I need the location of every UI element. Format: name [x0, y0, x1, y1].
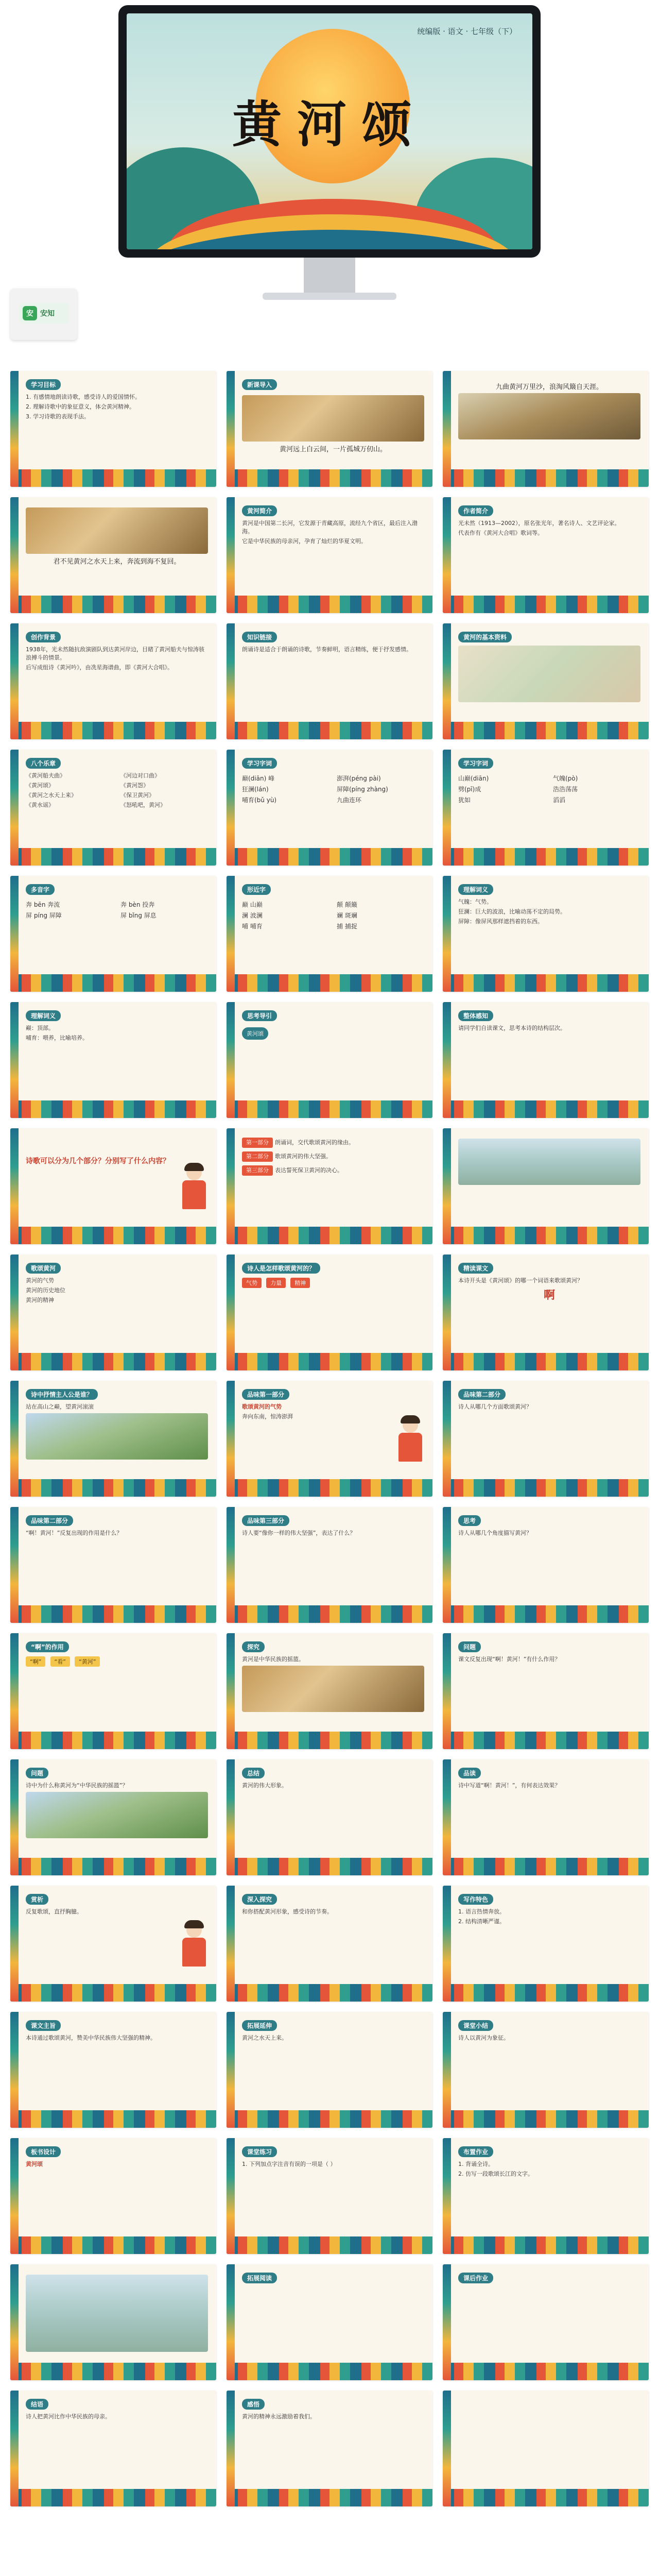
- slide-heading: 多音字: [26, 884, 55, 895]
- slide-board: [10, 2138, 216, 2254]
- word-item: 狂澜(lán): [242, 786, 269, 793]
- slide-line: 黄河之水天上来。: [242, 2035, 287, 2041]
- slide-heading: 歌颂黄河: [26, 1263, 61, 1274]
- monitor-base: [263, 293, 396, 300]
- slide-praise: [10, 1255, 216, 1370]
- slide-line: 《黄河颂》: [26, 782, 54, 789]
- slide-heading: 思考: [458, 1515, 481, 1526]
- slide-line: 巅：顶部。: [26, 1025, 54, 1031]
- slide-heading: 黄河的基本资料: [458, 632, 512, 642]
- slide-line: 《黄河之水天上来》: [26, 792, 77, 799]
- slide-heading: 总结: [242, 1768, 265, 1778]
- cover-title: 黄河颂: [232, 95, 427, 154]
- poem-caption: 九曲黄河万里沙，浪淘风簸自天涯。: [495, 383, 603, 391]
- slide-line: 诗人把黄河比作中华民族的母亲。: [26, 2413, 111, 2420]
- slide-heading: 品味第二部分: [26, 1515, 73, 1526]
- slide-analysis: [10, 1886, 216, 2002]
- word-item: 巅 山巅: [242, 901, 263, 908]
- mindmap-center: 黄河颂: [242, 1027, 268, 1040]
- slide-blank: [443, 1128, 649, 1244]
- slide-poem: [443, 371, 649, 487]
- slide-parts: [227, 1128, 432, 1244]
- slide-line: 表达誓死保卫黄河的决心。: [275, 1167, 343, 1174]
- slide-line: 黄河的伟大形象。: [242, 1782, 287, 1789]
- slide-heading: 课堂练习: [242, 2146, 277, 2157]
- slide-line: “啊！黄河！”反复出现的作用是什么？: [26, 1530, 123, 1536]
- slide-line: 黄河的气势: [26, 1277, 54, 1284]
- slide-line: 代表作有《黄河大合唱》歌词等。: [458, 530, 543, 536]
- slide-heading: 赏析: [26, 1894, 48, 1905]
- slide-line: 3. 学习诗歌的表现手法。: [26, 413, 90, 420]
- brand-logo: [20, 303, 69, 324]
- slide-line: 狂澜：巨大的波浪，比喻动荡不定的局势。: [458, 908, 566, 915]
- slide-line: 诗中为什么称黄河为“中华民族的摇篮”？: [26, 1782, 128, 1789]
- slide-heading: “啊”的作用: [26, 1641, 69, 1652]
- slide-heading: 思考导引: [242, 1010, 277, 1021]
- slide-features: [443, 1886, 649, 2002]
- monitor-stand: [304, 258, 355, 294]
- word-item: 浩浩荡荡: [553, 786, 578, 793]
- slide-heading: 诗中抒情主人公是谁？: [26, 1389, 98, 1400]
- slide-line: 《黄河船夫曲》: [26, 772, 65, 779]
- slide-think: [443, 1507, 649, 1623]
- slide-line: 朗诵词，交代歌颂黄河的缘由。: [275, 1139, 354, 1146]
- word-item: 捕 捕捉: [337, 923, 357, 930]
- slide-line: 诗人从哪几个角度描写黄河？: [458, 1530, 532, 1536]
- poem-caption: 君不见黄河之水天上来，奔流到海不复回。: [53, 558, 181, 566]
- slide-line: 诗人从哪几个方面歌颂黄河？: [458, 1403, 532, 1410]
- slide-blank: [443, 2391, 649, 2506]
- landscape-photo: [26, 1413, 208, 1460]
- landscape-photo: [26, 1792, 208, 1838]
- slide-question: [10, 1128, 216, 1244]
- word-tag: “黄河”: [75, 1656, 100, 1667]
- slide-line: 黄河是中华民族的摇篮。: [242, 1656, 304, 1663]
- quote-word: 啊: [543, 1289, 555, 1302]
- slide-line: 黄河的精神永远激励着我们。: [242, 2413, 316, 2420]
- slide-overview: [443, 1002, 649, 1118]
- student-figure: [182, 1922, 206, 1979]
- word-item: 山巅(diān): [458, 775, 489, 782]
- slide-heading: 课后作业: [458, 2273, 493, 2283]
- student-figure: [398, 1417, 422, 1474]
- slide-heading: 感悟: [242, 2399, 265, 2410]
- slide-line: 《怒吼吧，黄河》: [120, 802, 166, 808]
- slide-heading: 知识链接: [242, 632, 277, 642]
- slide-ending: [10, 2391, 216, 2506]
- slide-line: 《保卫黄河》: [120, 792, 154, 799]
- slide-line: 它是中华民族的母亲河，孕育了灿烂的华夏文明。: [242, 538, 367, 545]
- slide-after-class: [443, 2264, 649, 2380]
- slide-question: [443, 1633, 649, 1749]
- slide-part2: [443, 1381, 649, 1497]
- slide-appreciate: [443, 1759, 649, 1875]
- slide-line: 黄河的精神: [26, 1297, 54, 1303]
- student-figure: [182, 1165, 206, 1222]
- word-item: 犹如: [458, 796, 471, 804]
- word-item: 哺 哺育: [242, 923, 263, 930]
- river-map: [458, 646, 640, 702]
- slide-meanings: [443, 876, 649, 992]
- slide-line: 奔向东南，惊涛澎湃: [242, 1413, 293, 1420]
- cover-screen: [127, 13, 532, 249]
- word-item: 澎湃(péng pài): [337, 775, 381, 782]
- slide-question: [10, 1759, 216, 1875]
- slide-heading: 课堂小结: [458, 2020, 493, 2031]
- slide-recap: [443, 2012, 649, 2128]
- slide-heading: 创作背景: [26, 632, 61, 642]
- slide-theme: [10, 2012, 216, 2128]
- slide-meanings: [10, 1002, 216, 1118]
- slide-heading: 新课导入: [242, 379, 277, 390]
- slide-line: 后写成组诗《黄河吟》，由冼星海谱曲，即《黄河大合唱》。: [26, 664, 173, 671]
- landscape-photo: [458, 1139, 640, 1185]
- slide-line: 站在高山之巅，望黄河滚滚: [26, 1403, 94, 1410]
- slide-heading: 诗人是怎样歌颂黄河的？: [242, 1263, 320, 1274]
- word-item: 斓 斑斓: [337, 912, 357, 919]
- slide-heading: 拓展阅读: [242, 2273, 277, 2283]
- word-item: 屏 bǐng 屏息: [120, 912, 157, 919]
- slide-line: 2. 理解诗歌中的象征意义，体会黄河精神。: [26, 403, 135, 410]
- slide-line: 黄河的历史地位: [26, 1287, 65, 1294]
- monitor: [118, 5, 541, 258]
- slide-ah: [10, 1633, 216, 1749]
- word-item: 劈(pī)成: [458, 786, 481, 793]
- slide-yellow-river: [227, 497, 432, 613]
- slide-exercise: [227, 2138, 432, 2254]
- slide-summary: [227, 1759, 432, 1875]
- slide-line: 歌颂黄河的气势: [242, 1403, 282, 1410]
- part-label: 第三部分: [242, 1165, 273, 1176]
- slide-how-praise: [227, 1255, 432, 1370]
- aspect-tag: 精神: [290, 1278, 310, 1288]
- slide-line: 气魄：气势。: [458, 899, 492, 905]
- slide-heading: 黄河简介: [242, 505, 277, 516]
- slide-polyphones: [10, 876, 216, 992]
- slide-heading: 作者简介: [458, 505, 493, 516]
- slide-heading: 学习字词: [458, 758, 493, 769]
- slide-heading: 课文主旨: [26, 2020, 61, 2031]
- desk-calendar: [10, 289, 77, 340]
- slide-line: 诗人要“像你一样的伟大坚强”，表达了什么？: [242, 1530, 356, 1536]
- poem-caption: 黄河远上白云间，一片孤城万仞山。: [279, 446, 387, 453]
- slide-part1: [227, 1381, 432, 1497]
- slide-line: 和你搭配黄河形象，感受诗的节奏。: [242, 1908, 333, 1915]
- slide-heading: 精读课文: [458, 1263, 493, 1274]
- slide-deep: [227, 1886, 432, 2002]
- slide-line: 1. 有感情地朗读诗歌，感受诗人的爱国情怀。: [26, 394, 141, 400]
- word-item: 九曲连环: [337, 796, 362, 804]
- part-label: 第一部分: [242, 1138, 273, 1148]
- slide-line: 诗人以黄河为象征。: [458, 2035, 509, 2041]
- slide-line: 朗诵诗是适合于朗诵的诗歌，节奏鲜明，语言精练，便于抒发感情。: [242, 646, 412, 653]
- word-item: 澜 波澜: [242, 912, 263, 919]
- slide-heading: 品读: [458, 1768, 481, 1778]
- slide-line: 屏障：像屏风那样遮挡着的东西。: [458, 918, 543, 925]
- slide-line: 1. 下列加点字注音有误的一项是（ ）: [242, 2161, 336, 2167]
- slide-extend: [227, 2012, 432, 2128]
- word-item: 奔 bèn 投奔: [120, 901, 155, 908]
- slide-heading: 品味第一部分: [242, 1389, 289, 1400]
- slide-movements: [10, 750, 216, 866]
- slide-author: [443, 497, 649, 613]
- hero: [0, 0, 659, 318]
- slide-heading: 探究: [242, 1641, 265, 1652]
- slide-poem: [10, 497, 216, 613]
- slide-feeling: [227, 2391, 432, 2506]
- slide-heading: 理解词义: [458, 884, 493, 895]
- word-item: 气魄(pò): [553, 775, 578, 782]
- slide-line: 本诗开头是《黄河颂》的哪一个词语来歌颂黄河？: [458, 1277, 583, 1284]
- slide-reading-ext: [227, 2264, 432, 2380]
- slide-heading: 板书设计: [26, 2146, 61, 2157]
- slide-heading: 形近字: [242, 884, 271, 895]
- slide-heading: 深入探究: [242, 1894, 277, 1905]
- slide-line: 光未然（1913—2002），原名张光年，著名诗人、文艺评论家。: [458, 520, 620, 527]
- slide-line: 《河边对口曲》: [120, 772, 160, 779]
- slide-part3: [227, 1507, 432, 1623]
- slide-homework: [443, 2138, 649, 2254]
- word-item: 屏 píng 屏障: [26, 912, 62, 919]
- slide-line: 2. 仿写一段歌颂长江的文字。: [458, 2171, 533, 2177]
- slide-heading: 品味第三部分: [242, 1515, 289, 1526]
- river-photo: [26, 2275, 208, 2352]
- slide-line: 2. 结构清晰严谨。: [458, 1918, 505, 1925]
- slide-map: [443, 623, 649, 739]
- slide-line: 请同学们自读课文，思考本诗的结构层次。: [458, 1025, 566, 1031]
- word-tag: “啊”: [26, 1656, 45, 1667]
- word-item: 哺育(bǔ yù): [242, 796, 277, 804]
- slide-heading: 问题: [458, 1641, 481, 1652]
- slide-reading: [443, 1255, 649, 1370]
- slide-line: 黄河是中国第二长河，它发源于青藏高原，流经九个省区，最后注入渤海。: [242, 520, 418, 535]
- aspect-tag: 气势: [242, 1278, 262, 1288]
- slide-line: 《黄河怨》: [120, 782, 149, 789]
- river-photo: [242, 395, 424, 442]
- waterfall-photo: [26, 507, 208, 554]
- slide-heading: 理解词义: [26, 1010, 61, 1021]
- slide-heading: 品味第二部分: [458, 1389, 506, 1400]
- word-item: 巅(diān) 峰: [242, 775, 275, 782]
- slide-similar-chars: [227, 876, 432, 992]
- slide-line: 1. 背诵全诗。: [458, 2161, 494, 2167]
- slide-intro: [227, 371, 432, 487]
- logo-text: 安知: [40, 310, 55, 318]
- slide-background: [10, 623, 216, 739]
- aspect-tag: 力量: [266, 1278, 286, 1288]
- slide-line: 黄河颂: [26, 2161, 43, 2167]
- slide-heading: 学习目标: [26, 379, 61, 390]
- slide-goals: [10, 371, 216, 487]
- slide-heading: 拓展延伸: [242, 2020, 277, 2031]
- slide-line: 1. 语言热情奔放。: [458, 1908, 505, 1915]
- word-item: 滔滔: [553, 796, 566, 804]
- slide-line: 反复歌颂，直抒胸臆。: [26, 1908, 82, 1915]
- slide-mindmap: [227, 1002, 432, 1118]
- word-item: 屏障(píng zhàng): [337, 786, 388, 793]
- slide-line: 1938年，光未然随抗敌演剧队到达黄河岸边，目睹了黄河船夫与惊涛骇浪搏斗的情景。: [26, 646, 204, 661]
- slide-line: 《黄水谣》: [26, 802, 54, 808]
- slide-words: [443, 750, 649, 866]
- slide-heading: 结语: [26, 2399, 48, 2410]
- slide-line: 诗中写道“啊！黄河！”，有何表达效果？: [458, 1782, 561, 1789]
- slide-line: 歌颂黄河的伟大坚强。: [275, 1153, 332, 1160]
- slide-explore: [227, 1633, 432, 1749]
- part-label: 第二部分: [242, 1151, 273, 1162]
- slide-line: 哺育：喂养，比喻培养。: [26, 1035, 88, 1041]
- river-photo: [458, 393, 640, 439]
- edition-tag: 统编版 · 语文 · 七年级（下）: [417, 27, 517, 36]
- slide-part2: [10, 1507, 216, 1623]
- slide-line: 本诗通过歌颂黄河，赞美中华民族伟大坚强的精神。: [26, 2035, 156, 2041]
- slide-heading: 整体感知: [458, 1010, 493, 1021]
- word-item: 奔 bēn 奔流: [26, 901, 60, 908]
- slide-heading: 八个乐章: [26, 758, 61, 769]
- logo-icon: 安: [23, 306, 37, 320]
- slide-line: 课文反复出现“啊！黄河！”有什么作用？: [458, 1656, 561, 1663]
- river-photo: [242, 1666, 424, 1712]
- slide-heading: 布置作业: [458, 2146, 493, 2157]
- slide-heading: 学习字词: [242, 758, 277, 769]
- slide-words: [227, 750, 432, 866]
- word-tag: “看”: [50, 1656, 70, 1667]
- question-text: 诗歌可以分为几个部分？分别写了什么内容？: [26, 1157, 170, 1165]
- word-item: 颠 颠簸: [337, 901, 357, 908]
- slide-heading: 写作特色: [458, 1894, 493, 1905]
- slide-heading: 问题: [26, 1768, 48, 1778]
- slide-knowledge: [227, 623, 432, 739]
- slide-narrator: [10, 1381, 216, 1497]
- slide-photo: [10, 2264, 216, 2380]
